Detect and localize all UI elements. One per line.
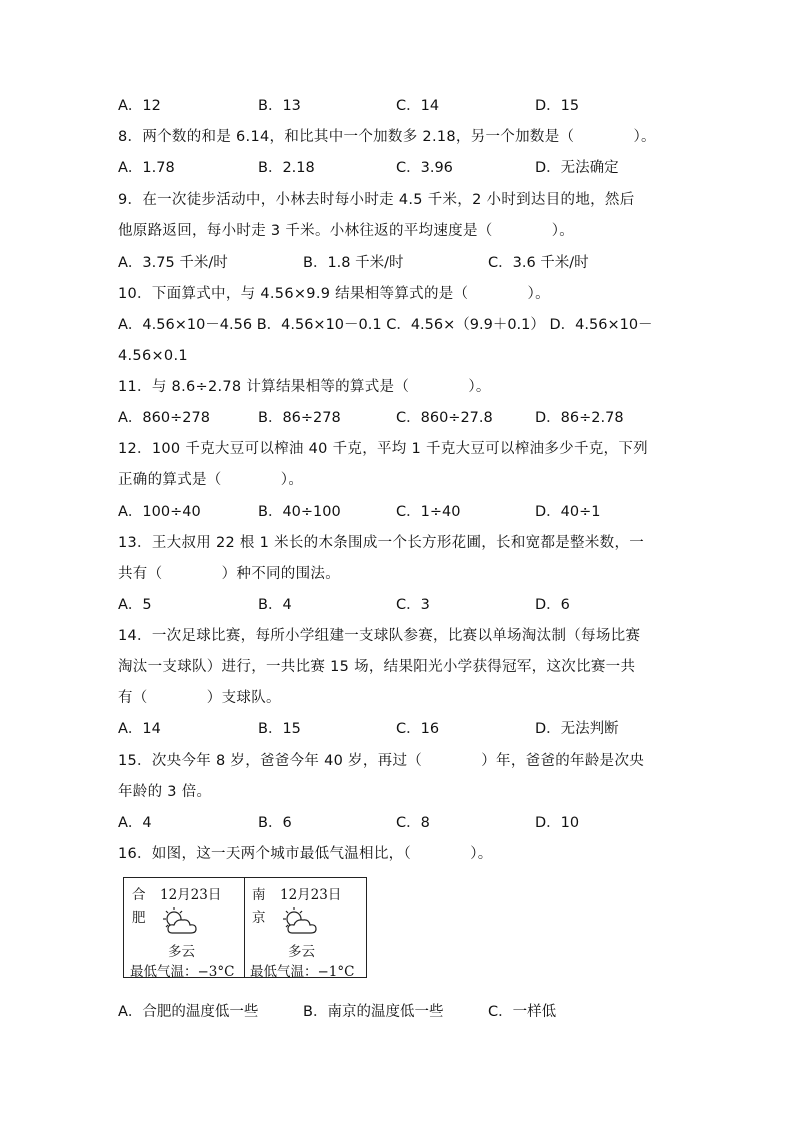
city-name-char-2: 肥 bbox=[132, 910, 146, 926]
q11-option-b: B．86÷278 bbox=[258, 410, 341, 426]
q16-question: 16．如图，这一天两个城市最低气温相比，（ ）。 bbox=[118, 846, 493, 862]
q9-option-c: C．3.6 千米/时 bbox=[488, 255, 589, 271]
q15-question-line1: 15．次央今年 8 岁，爸爸今年 40 岁，再过（ ）年，爸爸的年龄是次央 bbox=[118, 753, 645, 769]
q15-question-line2: 年龄的 3 倍。 bbox=[118, 784, 212, 800]
q12-option-b: B．40÷100 bbox=[258, 504, 341, 520]
q10-options-continued: 4.56×0.1 bbox=[118, 348, 188, 364]
partly-cloudy-icon bbox=[278, 905, 324, 941]
q8-option-b: B．2.18 bbox=[258, 160, 315, 176]
q13-question-line2: 共有（ ）种不同的围法。 bbox=[118, 566, 340, 582]
q13-option-b: B．4 bbox=[258, 597, 292, 613]
q13-option-a: A．5 bbox=[118, 597, 152, 613]
q13-option-c: C．3 bbox=[396, 597, 430, 613]
q15-option-b: B．6 bbox=[258, 815, 292, 831]
q15-option-c: C．8 bbox=[396, 815, 430, 831]
q12-question-line2: 正确的算式是（ ）。 bbox=[118, 472, 304, 488]
q8-question: 8．两个数的和是 6.14，和比其中一个加数多 2.18，另一个加数是（ ）。 bbox=[118, 129, 656, 145]
q16-option-c: C．一样低 bbox=[488, 1004, 557, 1020]
q14-question-line2: 淘汰一支球队）进行，一共比赛 15 场，结果阳光小学获得冠军，这次比赛一共 bbox=[118, 659, 636, 675]
weather-date: 12月23日 bbox=[280, 887, 342, 903]
q12-option-a: A．100÷40 bbox=[118, 504, 201, 520]
q9-question-line2: 他原路返回，每小时走 3 千米。小林往返的平均速度是（ ）。 bbox=[118, 223, 575, 239]
q14-option-a: A．14 bbox=[118, 721, 161, 737]
weather-condition: 多云 bbox=[288, 944, 315, 960]
q7-option-b: B．13 bbox=[258, 98, 301, 114]
q14-question-line1: 14．一次足球比赛，每所小学组建一支球队参赛，比赛以单场淘汰制（每场比赛 bbox=[118, 628, 641, 644]
q14-option-c: C．16 bbox=[396, 721, 440, 737]
weather-panel-hefei bbox=[124, 878, 245, 980]
q14-option-d: D．无法判断 bbox=[535, 721, 619, 737]
weather-low-temp: 最低气温：−3°C bbox=[130, 964, 235, 980]
weather-date: 12月23日 bbox=[160, 887, 222, 903]
q11-option-d: D．86÷2.78 bbox=[535, 410, 624, 426]
city-name-char-1: 南 bbox=[252, 887, 266, 903]
q11-option-a: A．860÷278 bbox=[118, 410, 210, 426]
q10-options: A．4.56×10－4.56 B．4.56×10－0.1 C．4.56×（9.9＋0.1） D．4.56×10－ bbox=[118, 317, 653, 333]
q14-option-b: B．15 bbox=[258, 721, 301, 737]
q10-question: 10．下面算式中，与 4.56×9.9 结果相等算式的是（ ）。 bbox=[118, 286, 550, 302]
q14-question-line3: 有（ ）支球队。 bbox=[118, 690, 281, 706]
q13-question-line1: 13．王大叔用 22 根 1 米长的木条围成一个长方形花圃，长和宽都是整米数，一 bbox=[118, 535, 645, 551]
weather-panel-nanjing bbox=[244, 878, 364, 980]
q15-option-d: D．10 bbox=[535, 815, 580, 831]
q8-option-c: C．3.96 bbox=[396, 160, 453, 176]
q8-option-a: A．1.78 bbox=[118, 160, 175, 176]
q7-option-a: A．12 bbox=[118, 98, 161, 114]
q16-option-b: B．南京的温度低一些 bbox=[303, 1004, 444, 1020]
weather-figure bbox=[123, 877, 367, 978]
city-name-char-1: 合 bbox=[132, 887, 146, 903]
q7-option-d: D．15 bbox=[535, 98, 580, 114]
q11-option-c: C．860÷27.8 bbox=[396, 410, 493, 426]
q11-question: 11．与 8.6÷2.78 计算结果相等的算式是（ ）。 bbox=[118, 379, 491, 395]
q7-option-c: C．14 bbox=[396, 98, 440, 114]
q9-option-a: A．3.75 千米/时 bbox=[118, 255, 228, 271]
city-name-char-2: 京 bbox=[252, 910, 266, 926]
q9-option-b: B．1.8 千米/时 bbox=[303, 255, 404, 271]
q13-option-d: D．6 bbox=[535, 597, 570, 613]
q12-option-d: D．40÷1 bbox=[535, 504, 601, 520]
q8-option-d: D．无法确定 bbox=[535, 160, 619, 176]
weather-condition: 多云 bbox=[168, 944, 195, 960]
q12-option-c: C．1÷40 bbox=[396, 504, 461, 520]
weather-low-temp: 最低气温：−1°C bbox=[250, 964, 355, 980]
q9-question-line1: 9．在一次徒步活动中，小林去时每小时走 4.5 千米，2 小时到达目的地，然后 bbox=[118, 192, 635, 208]
q16-option-a: A．合肥的温度低一些 bbox=[118, 1004, 259, 1020]
partly-cloudy-icon bbox=[158, 905, 204, 941]
q15-option-a: A．4 bbox=[118, 815, 152, 831]
q12-question-line1: 12．100 千克大豆可以榨油 40 千克，平均 1 千克大豆可以榨油多少千克，下列 bbox=[118, 441, 648, 457]
